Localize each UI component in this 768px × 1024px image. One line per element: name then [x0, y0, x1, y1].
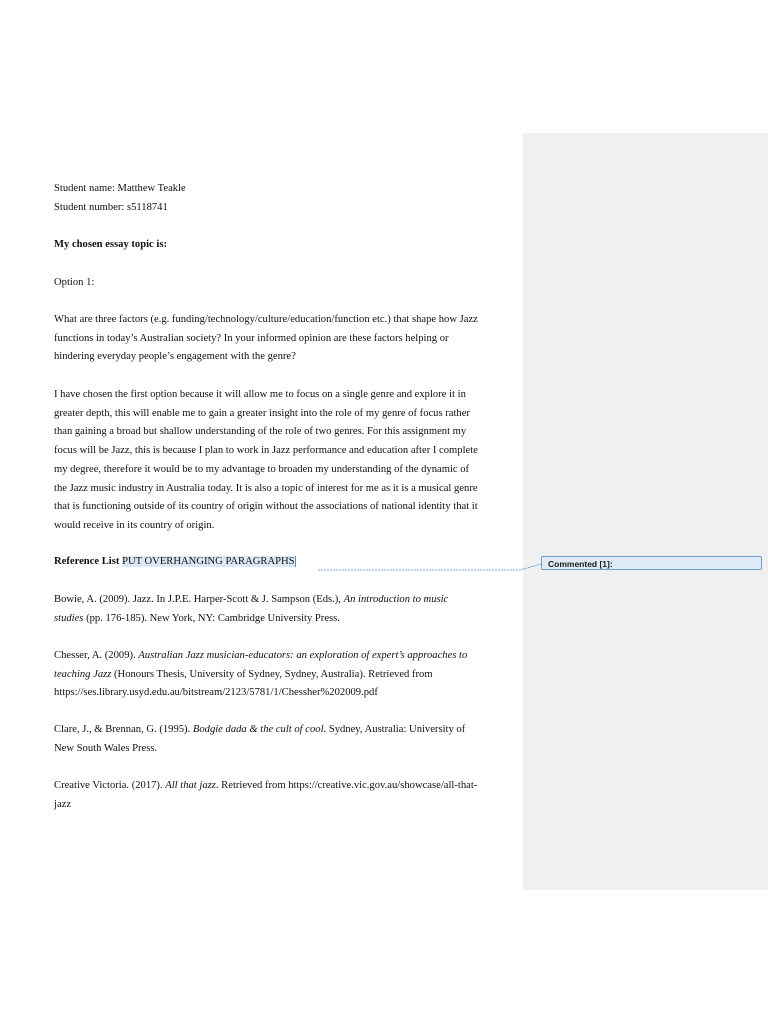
- comment-margin-pane: [523, 133, 768, 890]
- reference-title: Bodgie dada & the cult of cool: [192, 724, 324, 735]
- student-info: [54, 180, 520, 217]
- reference-line: [54, 666, 520, 685]
- question-line: functions in today’s Australian society? In your informed opinion are these factors helping or: [54, 332, 449, 344]
- reference-title: teaching Jazz: [54, 668, 112, 680]
- reference-entry: [54, 777, 520, 814]
- reference-text: Bowie, A. (2009). Jazz. In J.P.E. Harper-Scott & J. Sampson (Eds.),: [54, 594, 344, 605]
- reference-entry: [54, 721, 520, 758]
- reference-text: Clare, J., & Brennan, G. (1995).: [54, 724, 193, 735]
- reference-title: All that jazz: [165, 780, 216, 791]
- paragraph-line: that is functioning outside of its country of origin without the associations of national identity that it: [54, 501, 478, 513]
- comment-balloon[interactable]: [541, 556, 762, 570]
- student-name: Student name: Matthew Teakle: [54, 183, 186, 194]
- reference-text: (Honours Thesis, University of Sydney, Sydney, Australia). Retrieved from: [111, 668, 433, 680]
- reference-text: Creative Victoria. (2017).: [54, 780, 166, 791]
- topic-heading: My chosen essay topic is:: [54, 239, 167, 250]
- reference-text: (pp. 176-185). New York, NY: Cambridge University Press.: [83, 612, 340, 624]
- reference-line: [54, 591, 520, 610]
- reference-line: [54, 610, 520, 629]
- paragraph-line: my degree, therefore it would be to my advantage to broaden my understanding of the dynamic of: [54, 463, 470, 475]
- question-line: What are three factors (e.g. funding/technology/culture/education/function etc.) that shape how Jazz: [54, 314, 478, 325]
- paragraph-line: focus will be Jazz, this is because I plan to work in Jazz performance and education after I complete: [54, 445, 478, 457]
- reference-line: [54, 647, 520, 666]
- rationale-paragraph: [54, 386, 520, 536]
- paragraph-line: the Jazz music industry in Australia today. It is also a topic of interest for me as it is a musical genre: [54, 482, 478, 494]
- reference-list-label: Reference List: [54, 556, 120, 567]
- reference-list-heading: [54, 553, 520, 572]
- student-number: Student number: s5118741: [54, 201, 168, 213]
- reference-text: Chesser, A. (2009).: [54, 650, 139, 661]
- reference-line: jazz: [54, 798, 72, 810]
- reference-title: Australian Jazz musician-educators: an exploration of expert’s approaches to: [138, 650, 468, 661]
- reference-text: . Retrieved from https://creative.vic.gov.au/showcase/all-that-: [215, 780, 478, 791]
- paragraph-line: than gaining a broad but shallow understanding of the role of two genres. For this assignment my: [54, 426, 467, 438]
- reference-line: [54, 721, 520, 740]
- reference-line: New South Wales Press.: [54, 742, 158, 754]
- question-line: hindering everyday people’s engagement with the genre?: [54, 351, 296, 363]
- reference-entry: [54, 647, 520, 703]
- paragraph-line: would receive in its country of origin.: [54, 519, 215, 531]
- paragraph-line: greater depth, this will enable me to gain a greater insight into the role of my genre of focus rather: [54, 407, 470, 419]
- paragraph-line: I have chosen the first option because it will allow me to focus on a single genre and explore it in: [54, 389, 466, 400]
- reference-line: [54, 777, 520, 796]
- reference-entry: [54, 591, 520, 628]
- reference-url: https://ses.library.usyd.edu.au/bitstream/2123/5781/1/Chessher%202009.pdf: [54, 687, 378, 699]
- comment-label: Commented [1]:: [548, 559, 613, 569]
- commented-text[interactable]: PUT OVERHANGING PARAGRAPHS: [122, 556, 295, 567]
- essay-question: [54, 311, 520, 367]
- option-label: Option 1:: [54, 277, 95, 288]
- reference-title: studies: [54, 612, 84, 624]
- reference-text: . Sydney, Australia: University of: [323, 724, 466, 735]
- reference-title: An introduction to music: [343, 594, 449, 605]
